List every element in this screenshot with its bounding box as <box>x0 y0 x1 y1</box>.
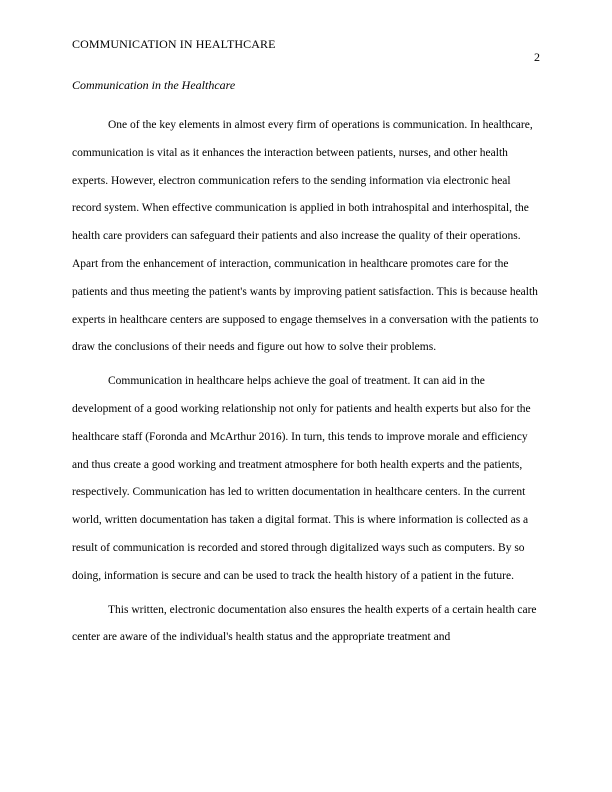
page-number: 2 <box>534 50 540 64</box>
body-text <box>72 112 542 658</box>
paragraph: Communication in healthcare helps achieve the goal of treatment. It can aid in the development of a good working relationship not only for patients and health experts but also for the healthcare staff (Foronda and McArthur 2016). In turn, this tends to improve morale and efficiency and thus create a good working and treatment atmosphere for both health experts and the patients, respectively. Communication has led to written documentation in healthcare centers. In the current world, written documentation has taken a digital format. This is where information is collected as a result of communication is recorded and stored through digitalized ways such as computers. By so doing, information is secure and can be used to track the health history of a patient in the future. <box>72 375 531 582</box>
paragraph: One of the key elements in almost every firm of operations is communication. In healthcare, communication is vital as it enhances the interaction between patients, nurses, and other health experts. However, electron communication refers to the sending information via electronic heal record system. When effective communication is applied in both intrahospital and interhospital, the health care providers can safeguard their patients and also increase the quality of their operations. Apart from the enhancement of interaction, communication in healthcare promotes care for the patients and thus meeting the patient's wants by improving patient satisfaction. This is because health experts in healthcare centers are supposed to engage themselves in a conversation with the patients to draw the conclusions of their needs and figure out how to solve their problems. <box>72 119 539 354</box>
section-heading: Communication in the Healthcare <box>72 78 236 92</box>
running-head: COMMUNICATION IN HEALTHCARE <box>72 37 276 51</box>
paragraph: This written, electronic documentation also ensures the health experts of a certain health care center are aware of the individual's health status and the appropriate treatment and <box>72 603 537 644</box>
